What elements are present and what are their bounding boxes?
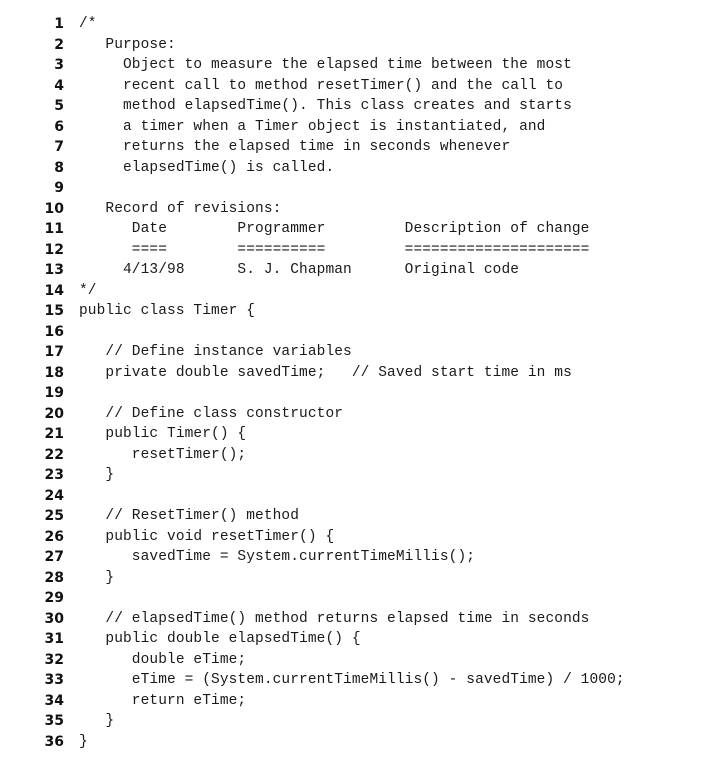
- code-line: [0, 158, 726, 179]
- code-text: }: [79, 713, 115, 729]
- line-number: 7: [54, 139, 64, 155]
- code-listing: [0, 14, 726, 752]
- code-text: // Define class constructor: [79, 405, 344, 422]
- code-text: Object to measure the elapsed time between the most: [79, 57, 572, 73]
- line-number: 29: [44, 590, 64, 606]
- code-text: public Timer() {: [79, 426, 247, 442]
- code-text: savedTime = System.currentTimeMillis();: [79, 549, 476, 565]
- code-line: [0, 568, 726, 589]
- code-line: [0, 609, 726, 630]
- line-number: 30: [44, 610, 64, 627]
- code-text: }: [79, 569, 115, 586]
- code-text: }: [79, 467, 115, 483]
- line-number: 4: [54, 77, 64, 94]
- line-number: 28: [44, 569, 64, 586]
- code-line: [0, 383, 726, 404]
- code-line: [0, 76, 726, 97]
- code-line: [0, 588, 726, 609]
- code-line: [0, 117, 726, 138]
- code-text: // Define instance variables: [79, 344, 352, 360]
- line-number: 13: [44, 262, 64, 278]
- line-number: 19: [44, 385, 64, 401]
- line-number: 16: [44, 323, 64, 340]
- code-line: [0, 465, 726, 486]
- code-line: [0, 711, 726, 732]
- code-text: a timer when a Timer object is instantiated, and: [79, 118, 546, 135]
- line-number: 33: [44, 672, 64, 688]
- code-line: [0, 219, 726, 240]
- code-text: */: [79, 282, 97, 299]
- code-text: ==== ========== =====================: [79, 241, 590, 258]
- line-number: 35: [44, 713, 64, 729]
- line-number: 5: [54, 98, 64, 114]
- code-text: // ResetTimer() method: [79, 508, 300, 524]
- code-text: double eTime;: [79, 651, 247, 668]
- line-number: 3: [54, 57, 64, 73]
- line-number: 14: [44, 282, 64, 299]
- code-line: [0, 96, 726, 117]
- code-text: resetTimer();: [79, 446, 247, 463]
- line-number: 6: [54, 118, 64, 135]
- code-line: [0, 527, 726, 548]
- code-text: recent call to method resetTimer() and the call to: [79, 77, 564, 94]
- line-number: 34: [44, 692, 64, 709]
- code-line: [0, 240, 726, 261]
- code-text: Record of revisions:: [79, 200, 282, 217]
- code-line: [0, 281, 726, 302]
- code-line: [0, 691, 726, 712]
- line-number: 2: [54, 36, 64, 53]
- line-number: 22: [44, 446, 64, 463]
- code-line: [0, 55, 726, 76]
- code-line: [0, 486, 726, 507]
- code-line: [0, 506, 726, 527]
- code-line: [0, 35, 726, 56]
- code-line: [0, 363, 726, 384]
- code-text: private double savedTime; // Saved start time in ms: [79, 364, 572, 381]
- code-text: eTime = (System.currentTimeMillis() - savedTime) / 1000;: [79, 672, 625, 688]
- line-number: 24: [44, 487, 64, 504]
- code-line: [0, 301, 726, 322]
- code-text: Date Programmer Description of change: [79, 221, 590, 237]
- code-line: [0, 629, 726, 650]
- line-number: 25: [44, 508, 64, 524]
- code-line: [0, 260, 726, 281]
- code-text: elapsedTime() is called.: [79, 159, 335, 176]
- code-text: Purpose:: [79, 36, 176, 53]
- code-line: [0, 322, 726, 343]
- line-number: 17: [44, 344, 64, 360]
- code-line: [0, 650, 726, 671]
- line-number: 18: [44, 364, 64, 381]
- code-text: returns the elapsed time in seconds whenever: [79, 139, 511, 155]
- code-text: 4/13/98 S. J. Chapman Original code: [79, 262, 520, 278]
- code-text: }: [79, 733, 88, 750]
- line-number: 10: [44, 200, 64, 217]
- code-line: [0, 445, 726, 466]
- line-number: 15: [44, 303, 64, 319]
- code-text: method elapsedTime(). This class creates and starts: [79, 98, 572, 114]
- code-line: [0, 178, 726, 199]
- line-number: 23: [44, 467, 64, 483]
- code-text: public double elapsedTime() {: [79, 631, 361, 647]
- code-line: [0, 137, 726, 158]
- line-number: 9: [54, 180, 64, 196]
- code-line: [0, 732, 726, 753]
- code-line: [0, 404, 726, 425]
- code-text: return eTime;: [79, 692, 247, 709]
- code-text: /*: [79, 16, 97, 32]
- line-number: 8: [54, 159, 64, 176]
- line-number: 12: [44, 241, 64, 258]
- code-line: [0, 547, 726, 568]
- code-line: [0, 342, 726, 363]
- code-line: [0, 670, 726, 691]
- line-number: 11: [44, 221, 64, 237]
- code-text: public class Timer {: [79, 303, 256, 319]
- code-text: public void resetTimer() {: [79, 528, 335, 545]
- line-number: 21: [44, 426, 64, 442]
- code-line: [0, 199, 726, 220]
- line-number: 32: [44, 651, 64, 668]
- line-number: 26: [44, 528, 64, 545]
- code-text: // elapsedTime() method returns elapsed time in seconds: [79, 610, 590, 627]
- line-number: 1: [54, 16, 64, 32]
- code-line: [0, 14, 726, 35]
- line-number: 31: [44, 631, 64, 647]
- line-number: 27: [44, 549, 64, 565]
- code-line: [0, 424, 726, 445]
- line-number: 36: [44, 733, 64, 750]
- line-number: 20: [44, 405, 64, 422]
